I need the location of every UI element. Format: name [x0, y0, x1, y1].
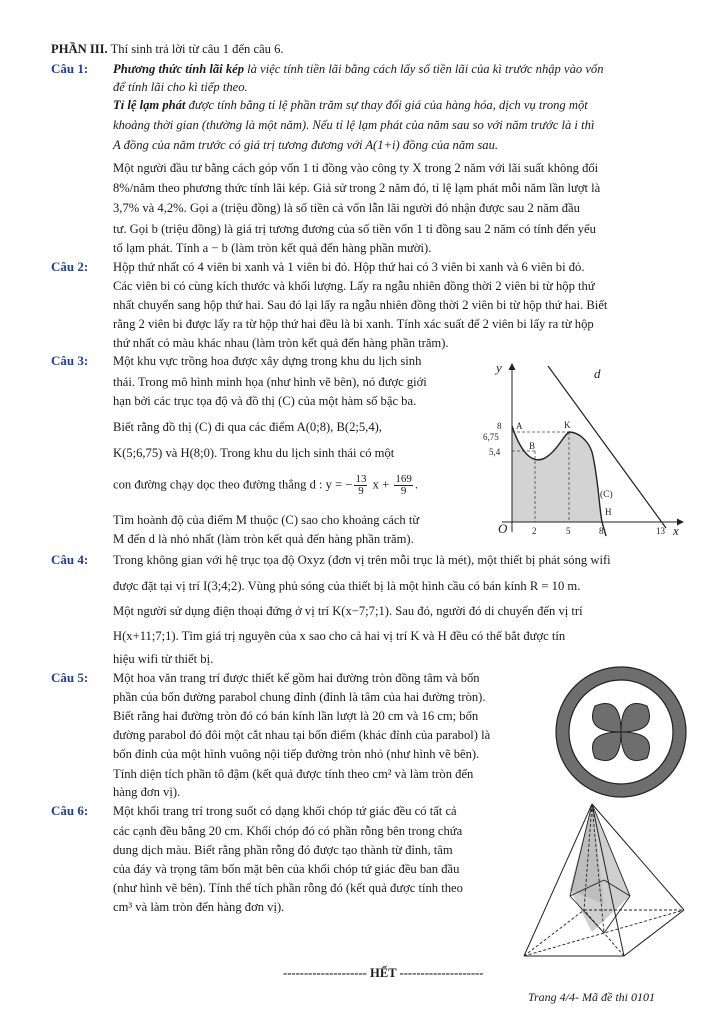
- question-2-label: Câu 2:: [51, 259, 89, 274]
- q1-line-7: 8%/năm theo phương thức tính lãi kép. Giả sử trong 2 năm đó, tỉ lệ lạm phát mỗi năm lần lượt là: [113, 181, 601, 195]
- q1-line-5: A đồng của năm trước có giá trị tương đương với A(1+i) đồng của năm sau.: [113, 138, 499, 152]
- q2-line-1: Hộp thứ nhất có 4 viên bi xanh và 1 viên bi đỏ. Hộp thứ hai có 3 viên bi xanh và 6 viên bi đỏ.: [113, 260, 585, 274]
- shaded-flower-area: [512, 426, 602, 522]
- frac-den: 9: [400, 485, 407, 497]
- q2-line-4: rằng 2 viên bi được lấy ra từ hộp thứ hai đều là bi xanh. Tính xác suất để 2 viên bi lấy ra từ hộp: [113, 317, 594, 331]
- q3-line-equation: con đường chạy dọc theo đường thẳng d : y = −: [113, 477, 353, 492]
- q4-line-4: H(x+11;7;1). Tìm giá trị nguyên của x sao cho cả hai vị trí K và H đều có thể bắt được tín: [113, 629, 566, 643]
- q6-line-2: các cạnh đều bằng 20 cm. Khối chóp đó có phần rỗng bên trong chứa: [113, 824, 463, 838]
- x-tick-13: 13: [656, 526, 665, 536]
- q1-line-10: tố lạm phát. Tính a − b (làm tròn kết quả đến hàng phần mười).: [113, 241, 432, 255]
- q2-line-2: Các viên bi có cùng kích thước và khối lượng. Lấy ra ngẫu nhiên đồng thời 2 viên bi từ hộp thứ: [113, 279, 595, 293]
- y-axis-label: y: [496, 360, 502, 375]
- q1-line-6: Một người đầu tư bằng cách góp vốn 1 tỉ đồng vào công ty X trong 2 năm với lãi suất không đổi: [113, 161, 599, 175]
- y-tick-8: 8: [497, 421, 502, 431]
- q1-line-4: khoảng thời gian (thường là một năm). Nếu tỉ lệ lạm phát của năm sau so với năm trước là i thì: [113, 118, 595, 132]
- q1-line-2: để tính lãi cho kì tiếp theo.: [113, 80, 248, 94]
- pyramid-figure: [518, 800, 688, 962]
- fraction-13-9: [354, 474, 367, 497]
- cubic-graph-figure: [478, 356, 688, 540]
- q6-line-3: dung dịch màu. Biết rằng phần rỗng đó được tạo thành từ đỉnh, tâm: [113, 843, 453, 857]
- q5-line-3: Biết rằng hai đường tròn đó có bán kính lần lượt là 20 cm và 16 cm; bốn: [113, 709, 479, 723]
- fraction-169-9: [394, 474, 413, 497]
- x-tick-8: 8: [599, 526, 604, 536]
- q3-line-6: [113, 474, 418, 497]
- q5-line-7: hàng đơn vị).: [113, 785, 181, 799]
- q6-line-5: (như hình vẽ bên). Tính thể tích phần rỗng đó (kết quả được tính theo: [113, 881, 463, 895]
- origin-label: O: [498, 521, 508, 536]
- line-d-label: d: [594, 366, 601, 381]
- q3-line-8: M đến d là nhỏ nhất (làm tròn kết quả đến hàng phần trăm).: [113, 532, 414, 546]
- q5-line-2: phần của bốn đường parabol chung đỉnh (đỉnh là tâm của hai đường tròn).: [113, 690, 486, 704]
- frac-den: 9: [358, 485, 364, 497]
- x-tick-5: 5: [566, 526, 571, 536]
- q3-line-2: thái. Trong mô hình minh họa (như hình vẽ bên), nó được giới: [113, 375, 427, 389]
- q6-line-4: của đáy và trọng tâm bốn mặt bên của khối chóp tứ giác đều ban đầu: [113, 862, 460, 876]
- part-heading: [51, 41, 284, 57]
- q5-line-6: Tính diện tích phần tô đậm (kết quả được tính theo cm² và làm tròn đến: [113, 767, 474, 781]
- point-k-label: K: [564, 420, 571, 430]
- flower-ring-figure: [554, 665, 688, 799]
- point-h-label: H: [605, 507, 612, 517]
- question-6-label: Câu 6:: [51, 803, 89, 818]
- q1-line-3: [113, 97, 588, 113]
- point-b-label: B: [529, 441, 536, 451]
- part-instruction: Thí sinh trả lời từ câu 1 đến câu 6.: [110, 42, 284, 56]
- q2-line-5: thứ nhất có màu khác nhau (làm tròn kết quả đến hàng phần trăm).: [113, 336, 449, 350]
- q3-period: .: [414, 477, 418, 492]
- q3-line-5: K(5;6,75) và H(8;0). Trong khu du lịch sinh thái có một: [113, 446, 395, 460]
- end-marker: -------------------- HẾT --------------------: [283, 966, 484, 980]
- q1-def-1: là việc tính tiền lãi bằng cách lấy số tiền lãi của kì trước nhập vào vốn: [244, 62, 604, 76]
- question-1-label: Câu 1:: [51, 61, 89, 76]
- q6-line-1: Một khối trang trí trong suốt có dạng khối chóp tứ giác đều có tất cả: [113, 804, 457, 818]
- q3-line-7: Tìm hoành độ của điểm M thuộc (C) sao cho khoảng cách từ: [113, 513, 420, 527]
- part-title: PHẦN III.: [51, 42, 108, 56]
- q1-line-1: [113, 61, 604, 77]
- question-3-label: Câu 3:: [51, 353, 89, 368]
- q3-line-4: Biết rằng đồ thị (C) đi qua các điểm A(0;8), B(2;5,4),: [113, 420, 382, 434]
- point-a-label: A: [516, 421, 523, 431]
- q2-line-3: nhất chuyển sang hộp thứ hai. Sau đó lại lấy ra ngẫu nhiên đồng thời 2 viên bi từ hộp thứ hai. Biết: [113, 298, 608, 312]
- y-tick-5-4: 5,4: [489, 447, 501, 457]
- x-axis-label: x: [673, 523, 679, 538]
- q3-x-term: x +: [369, 477, 393, 492]
- q3-line-3: hạn bởi các trục tọa độ và đồ thị (C) của một hàm số bậc ba.: [113, 394, 417, 408]
- y-tick-6-75: 6,75: [483, 432, 499, 442]
- q4-line-3: Một người sử dụng điện thoại đứng ở vị trí K(x−7;7;1). Sau đó, người đó di chuyển đến vị trí: [113, 604, 583, 618]
- q4-line-1: Trong không gian với hệ trục tọa độ Oxyz (đơn vị trên mỗi trục là mét), một thiết bị phát sóng wifi: [113, 553, 611, 567]
- q6-line-6: cm³ và làm tròn đến hàng đơn vị).: [113, 900, 285, 914]
- q1-line-8: 3,7% và 4,2%. Gọi a (triệu đồng) là số tiền cả vốn lẫn lãi người đó nhận được sau 2 năm đầu: [113, 201, 580, 215]
- q3-line-1: Một khu vực trồng hoa được xây dựng trong khu du lịch sinh: [113, 354, 422, 368]
- q1-line-9: tư. Gọi b (triệu đồng) là giá trị tương đương của số tiền vốn 1 tỉ đồng sau 2 năm có tính đến yếu: [113, 222, 596, 236]
- q4-line-2: được đặt tại vị trí I(3;4;2). Vùng phủ sóng của thiết bị là một hình cầu có bán kính R = 10 m.: [113, 579, 581, 593]
- q4-line-5: hiệu wifi từ thiết bị.: [113, 652, 214, 666]
- frac-num: 169: [395, 473, 412, 485]
- q5-line-5: bốn đỉnh của một hình vuông nội tiếp đường tròn nhỏ (như hình vẽ bên).: [113, 747, 480, 761]
- page-footer: Trang 4/4- Mã đề thi 0101: [528, 990, 656, 1004]
- q5-line-4: đường parabol đó đôi một cắt nhau tại bốn điểm (khác đỉnh của parabol) là: [113, 728, 491, 742]
- frac-num: 13: [355, 473, 367, 485]
- q1-term-compound-interest: Phương thức tính lãi kép: [113, 62, 245, 76]
- curve-c-label: (C): [600, 490, 613, 500]
- q1-term-inflation: Tỉ lệ lạm phát: [113, 98, 186, 112]
- q5-line-1: Một hoa văn trang trí được thiết kế gồm hai đường tròn đồng tâm và bốn: [113, 671, 480, 685]
- question-4-label: Câu 4:: [51, 552, 89, 567]
- x-tick-2: 2: [532, 526, 537, 536]
- q1-def-2: được tính bằng tỉ lệ phần trăm sự thay đổi giá của hàng hóa, dịch vụ trong một: [185, 98, 588, 112]
- question-5-label: Câu 5:: [51, 670, 89, 685]
